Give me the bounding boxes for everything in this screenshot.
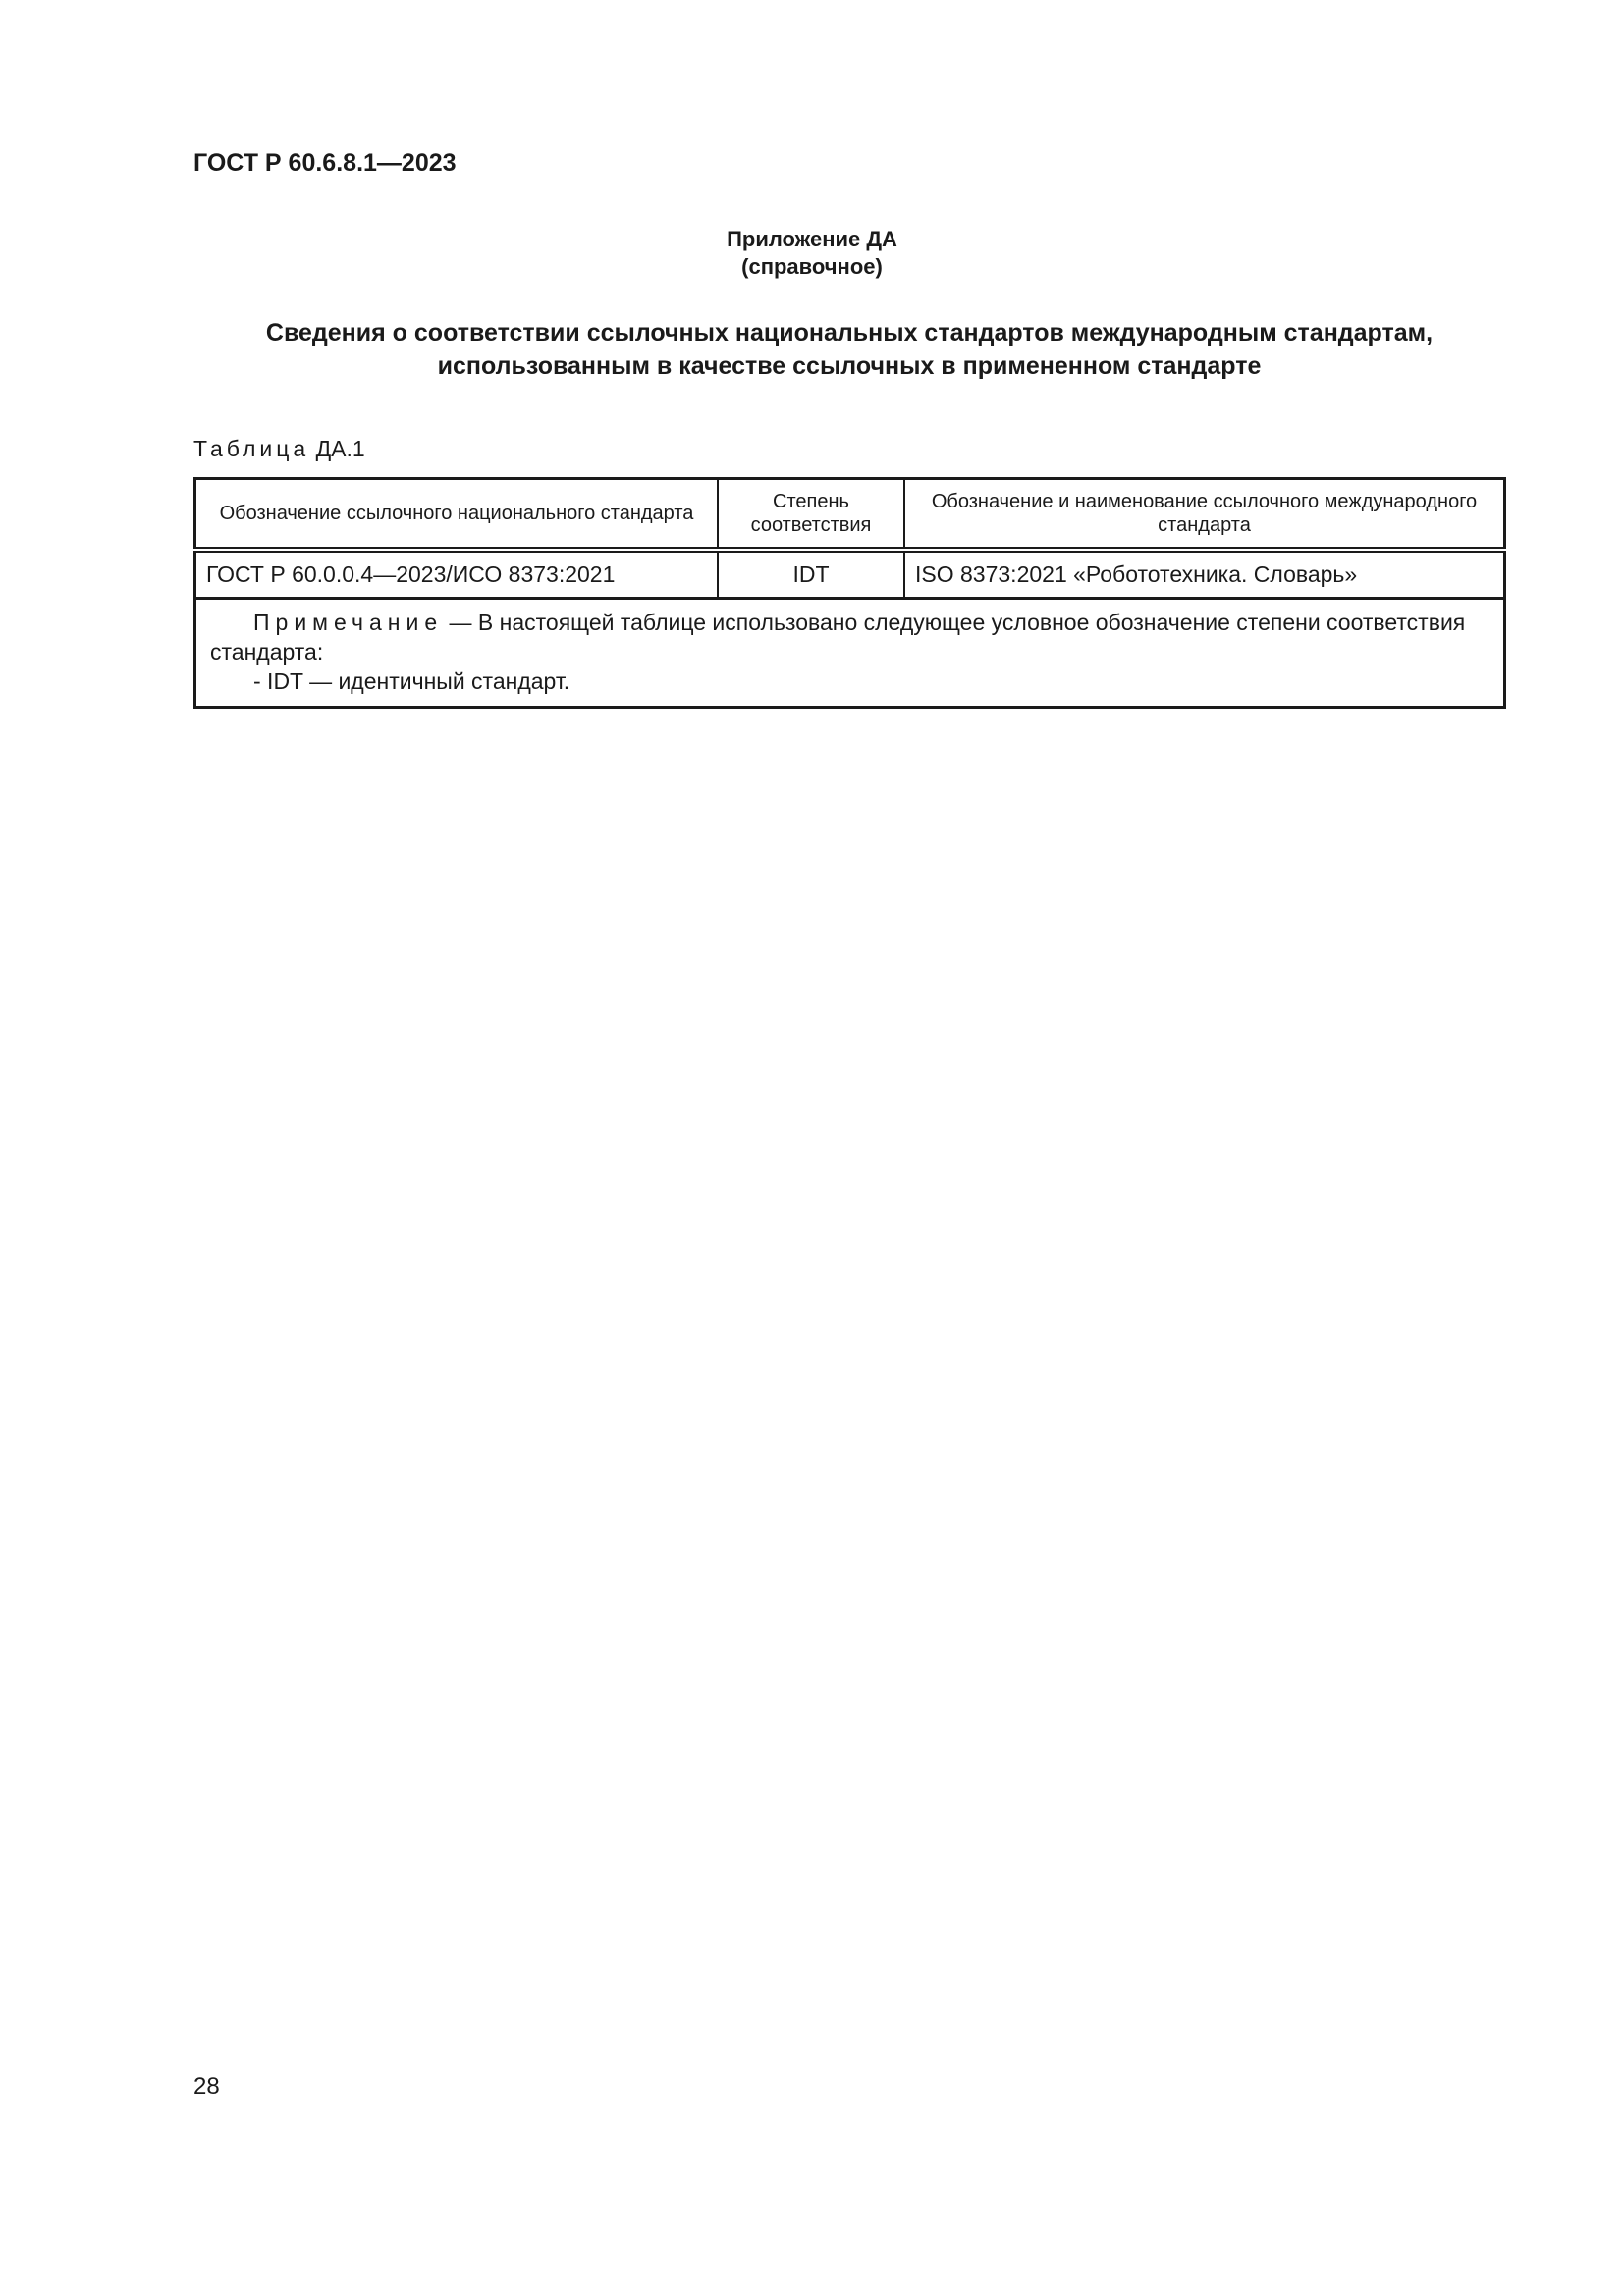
- document-code: ГОСТ Р 60.6.8.1—2023: [193, 149, 457, 177]
- appendix-heading: [0, 226, 1624, 281]
- table-row: [195, 550, 1505, 599]
- cell-national-standard: ГОСТ Р 60.0.0.4—2023/ИСО 8373:2021: [195, 550, 719, 599]
- appendix-title: Приложение ДА: [727, 227, 897, 251]
- appendix-subtitle: (справочное): [741, 254, 883, 279]
- table-note-row: [195, 599, 1505, 708]
- page-number: 28: [193, 2073, 220, 2100]
- note-item-idt: - IDT — идентичный стандарт.: [253, 668, 570, 694]
- column-header-national-standard: Обозначение ссылочного национального стандарта: [195, 479, 719, 551]
- cell-international-standard: ISO 8373:2021 «Робототехника. Словарь»: [904, 550, 1505, 599]
- cell-degree: IDT: [718, 550, 904, 599]
- column-header-international-standard: Обозначение и наименование ссылочного международного стандарта: [904, 479, 1505, 551]
- table-caption: [193, 436, 365, 462]
- note-text: В настоящей таблице использовано следующее условное обозначение степени соответствия стандарта:: [210, 610, 1466, 665]
- section-title-line-2: использованным в качестве ссылочных в примененном стандарте: [437, 352, 1262, 380]
- note-label: Примечание: [253, 610, 444, 635]
- section-title: [187, 316, 1512, 383]
- table-header-row: [195, 479, 1505, 551]
- column-header-degree: Степень соответствия: [718, 479, 904, 551]
- table-note: [195, 599, 1505, 708]
- standards-correspondence-table: [193, 477, 1506, 709]
- note-dash: —: [443, 610, 478, 635]
- table-caption-word: Таблица: [193, 436, 310, 461]
- section-title-line-1: Сведения о соответствии ссылочных национальных стандартов международным стандартам,: [265, 319, 1434, 347]
- table-caption-id: ДА.1: [315, 436, 365, 461]
